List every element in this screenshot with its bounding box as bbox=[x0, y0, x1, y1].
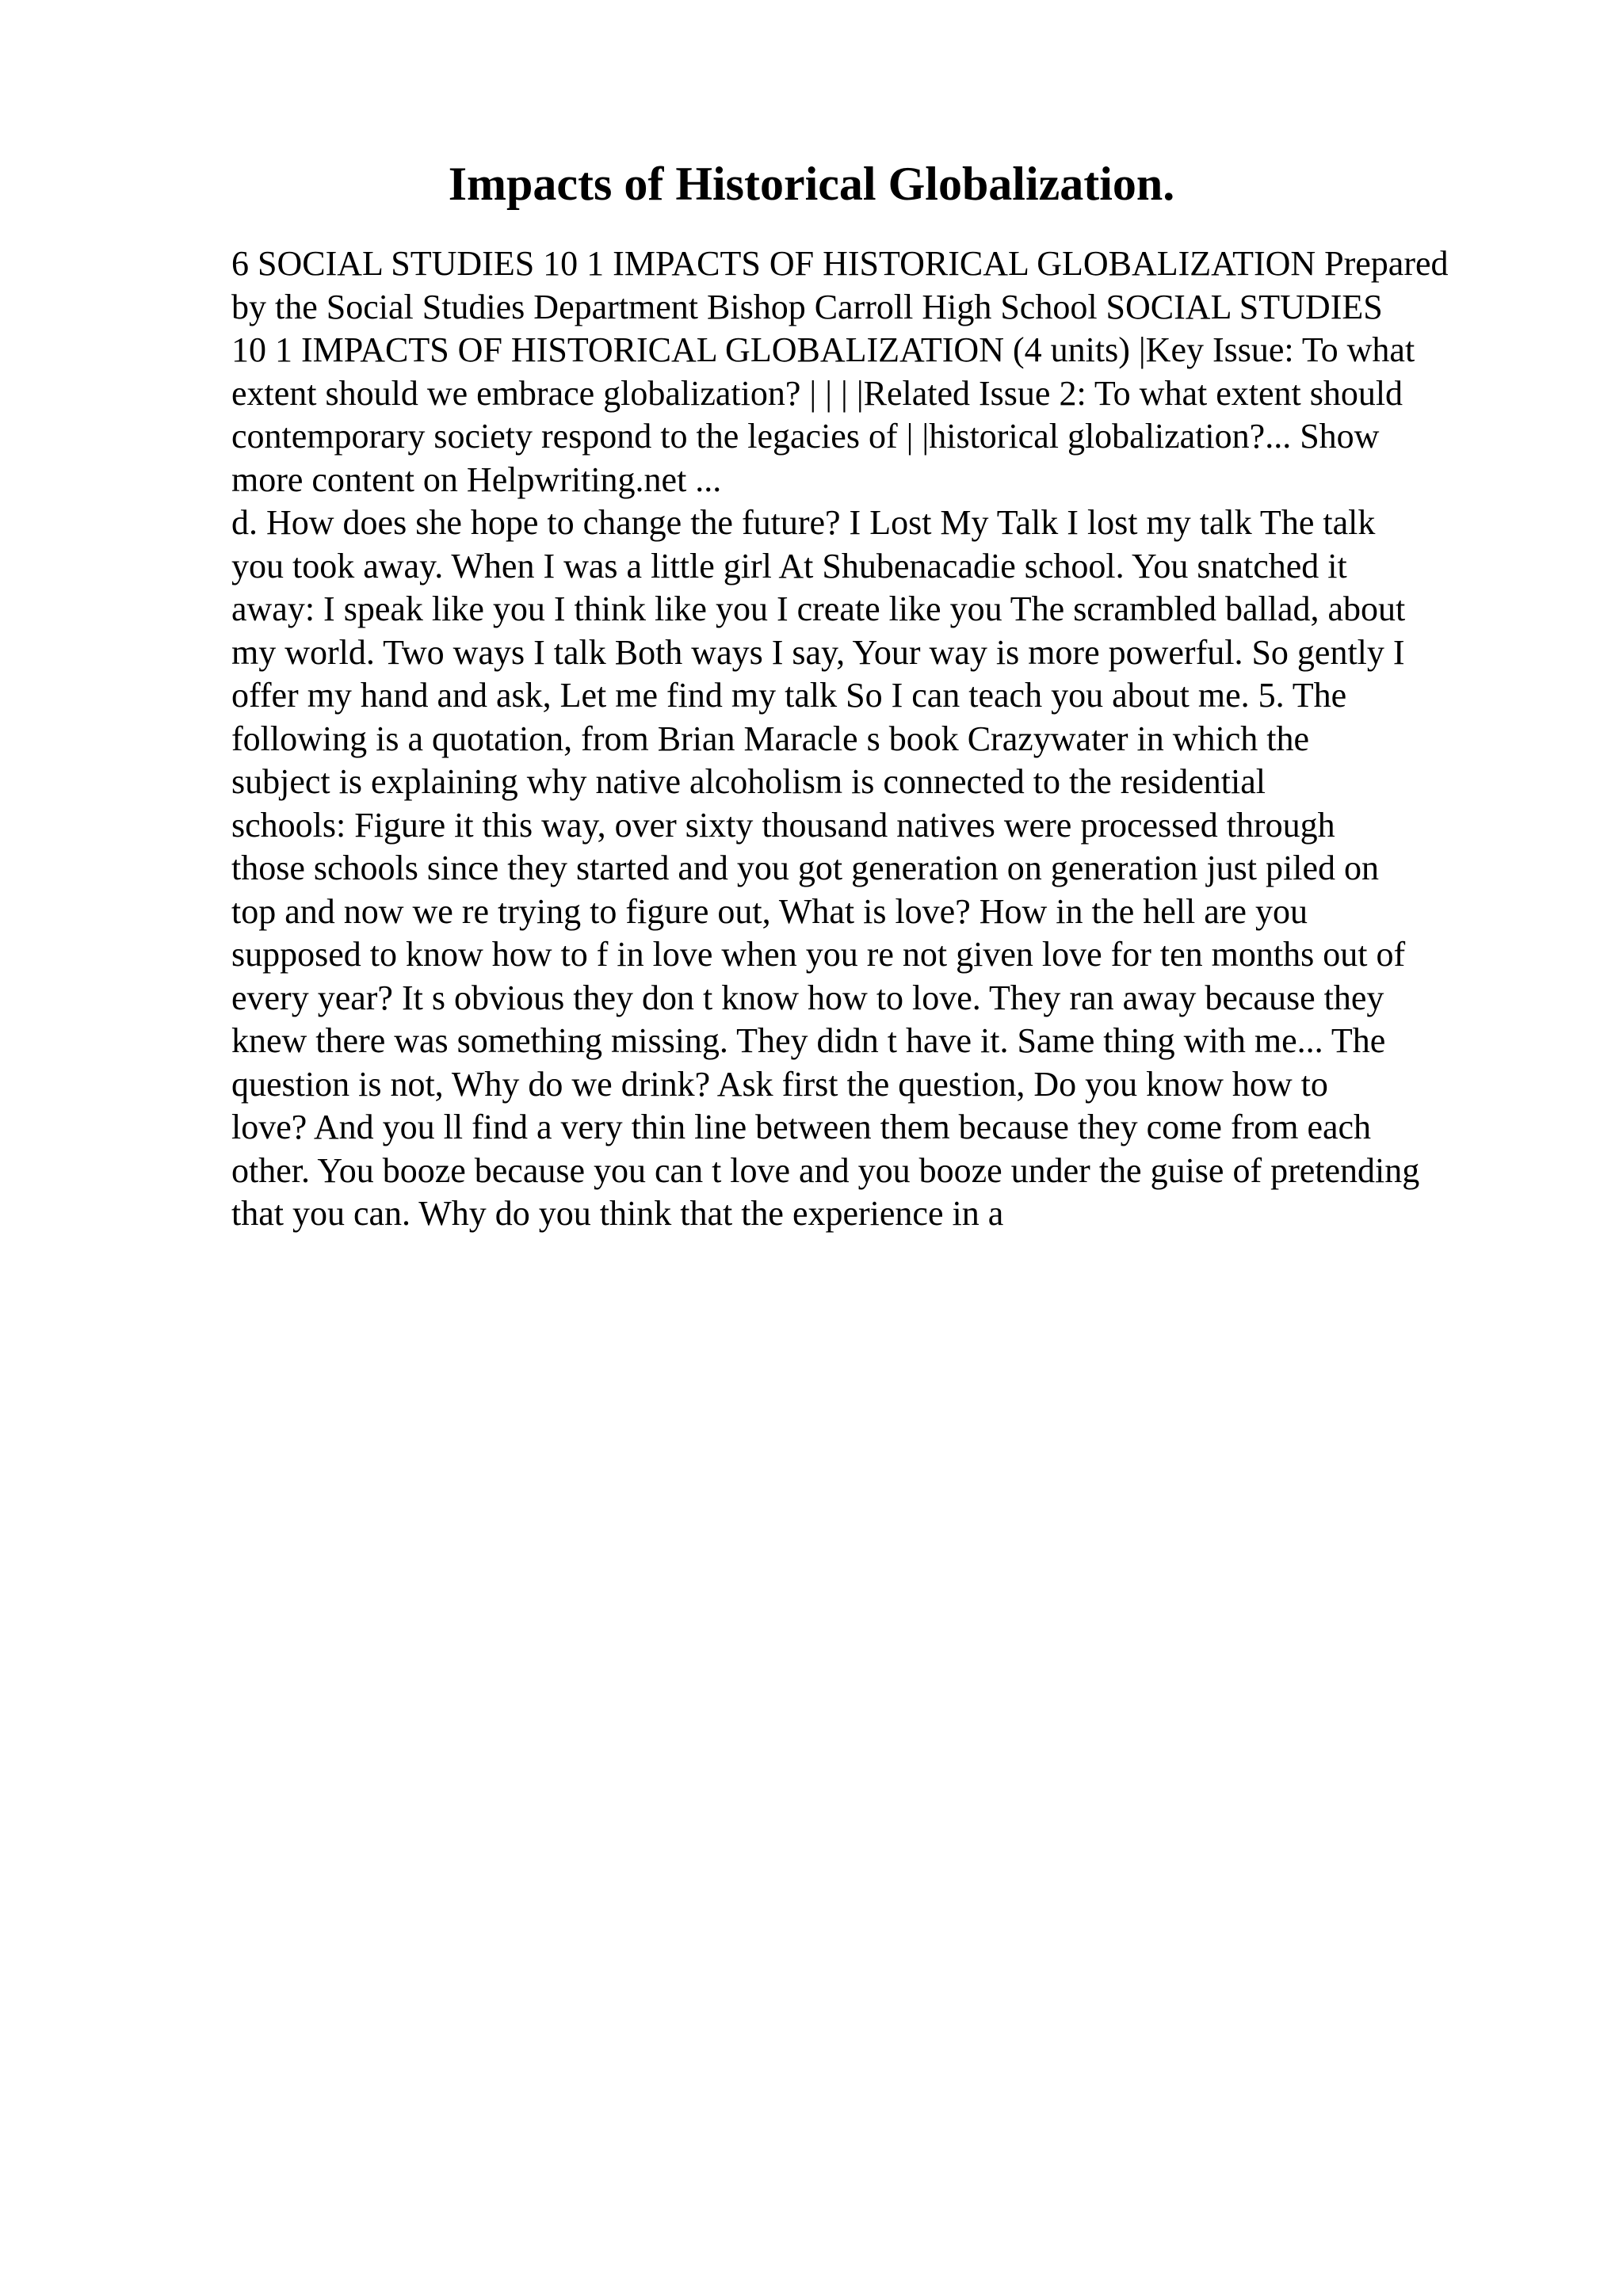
text-line: away: I speak like you I think like you I create like you The scrambled ballad, about bbox=[231, 589, 1406, 628]
text-line: top and now we re trying to figure out, What is love? How in the hell are you bbox=[231, 891, 1308, 931]
text-line: by the Social Studies Department Bishop Carroll High School SOCIAL STUDIES bbox=[231, 287, 1383, 326]
text-line: knew there was something missing. They didn t have it. Same thing with me... The bbox=[231, 1021, 1386, 1060]
text-line: more content on Helpwriting.net ... bbox=[231, 460, 722, 499]
text-line: contemporary society respond to the legacies of | |historical globalization?... Show bbox=[231, 417, 1380, 456]
paragraph-quotation bbox=[231, 502, 1547, 1236]
text-line: those schools since they started and you got generation on generation just piled on bbox=[231, 849, 1380, 887]
text-line: subject is explaining why native alcoholism is connected to the residential bbox=[231, 762, 1266, 801]
text-line: d. How does she hope to change the future? I Lost My Talk I lost my talk The talk bbox=[231, 503, 1376, 542]
text-line: that you can. Why do you think that the experience in a bbox=[231, 1194, 1004, 1233]
document-title: Impacts of Historical Globalization. bbox=[448, 158, 1175, 210]
text-line: schools: Figure it this way, over sixty thousand natives were processed through bbox=[231, 805, 1335, 845]
text-line: following is a quotation, from Brian Maracle s book Crazywater in which the bbox=[231, 719, 1309, 758]
text-line: 6 SOCIAL STUDIES 10 1 IMPACTS OF HISTORICAL GLOBALIZATION Prepared bbox=[231, 244, 1449, 283]
paragraph-intro bbox=[231, 242, 1547, 502]
text-line: extent should we embrace globalization? | | | |Related Issue 2: To what extent should bbox=[231, 373, 1403, 413]
text-line: question is not, Why do we drink? Ask first the question, Do you know how to bbox=[231, 1064, 1328, 1104]
document-body bbox=[231, 242, 1547, 1236]
text-line: supposed to know how to f in love when you re not given love for ten months out of bbox=[231, 935, 1406, 974]
text-line: love? And you ll find a very thin line between them because they come from each bbox=[231, 1108, 1372, 1146]
text-line: offer my hand and ask, Let me find my talk So I can teach you about me. 5. The bbox=[231, 676, 1347, 715]
text-line: you took away. When I was a little girl At Shubenacadie school. You snatched it bbox=[231, 546, 1347, 585]
text-line: every year? It s obvious they don t know how to love. They ran away because they bbox=[231, 978, 1384, 1017]
text-line: my world. Two ways I talk Both ways I say, Your way is more powerful. So gently I bbox=[231, 632, 1405, 672]
text-line: 10 1 IMPACTS OF HISTORICAL GLOBALIZATION (4 units) |Key Issue: To what bbox=[231, 330, 1415, 369]
text-line: other. You booze because you can t love and you booze under the guise of pretending bbox=[231, 1150, 1420, 1190]
